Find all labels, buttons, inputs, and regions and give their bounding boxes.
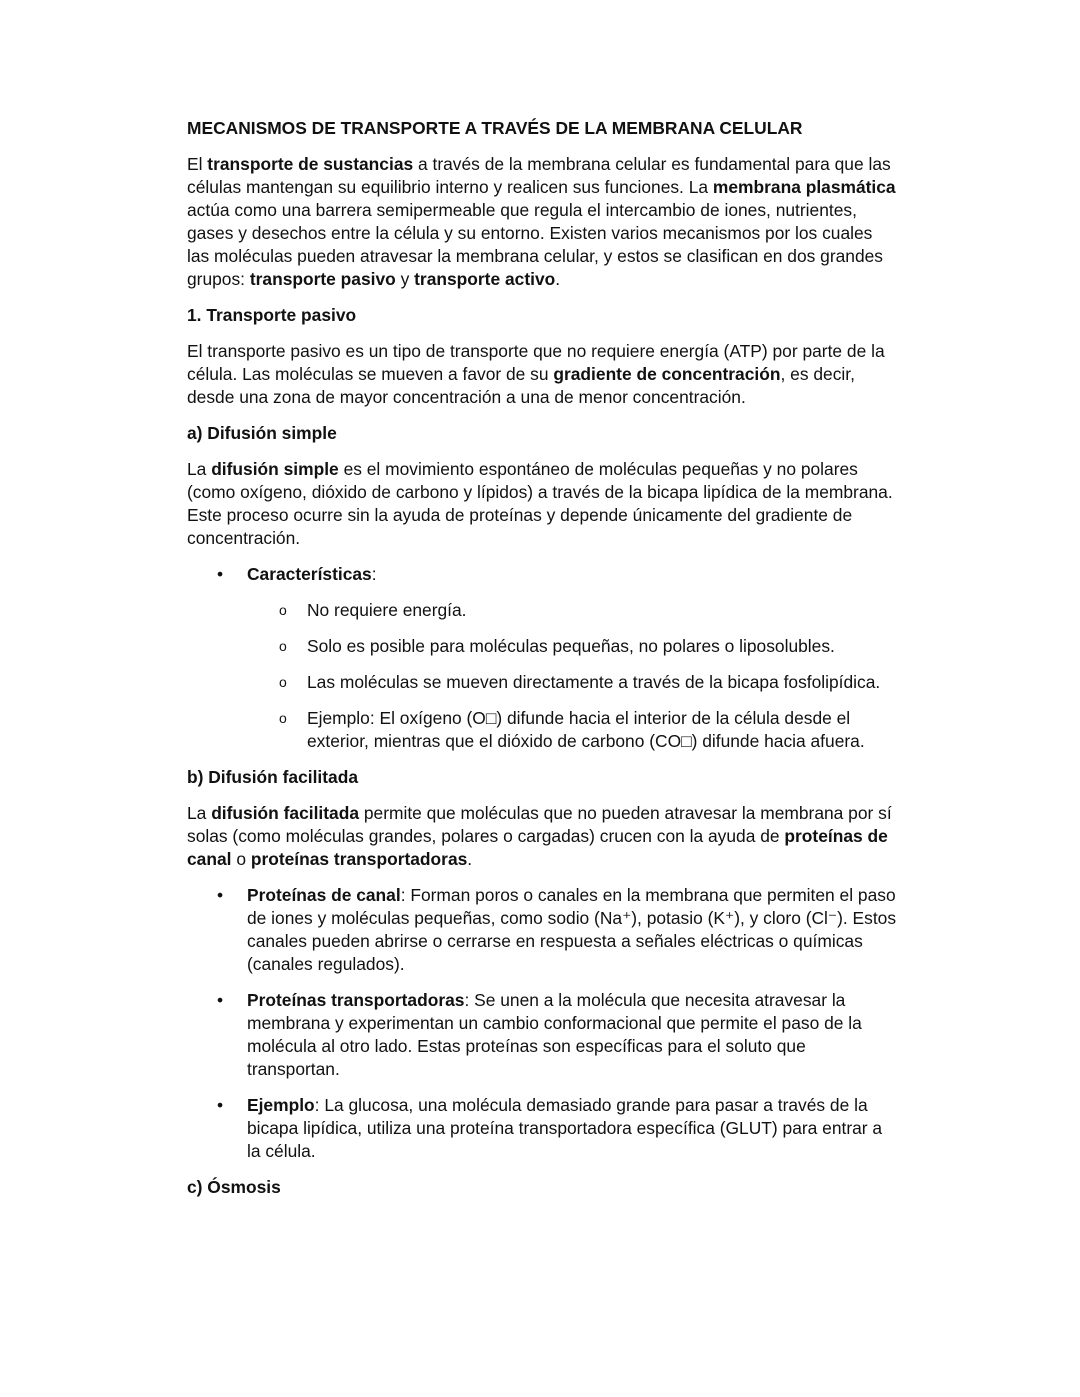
text: , es decir, desde una zona de mayor concentración a una de menor concentración. xyxy=(187,364,855,407)
text: : Se unen a la molécula que necesita atravesar la membrana y experimentan un cambio conformacional que permite el paso de la molécula al otro lado. Estas proteínas son específicas para el soluto que transportan. xyxy=(247,990,862,1079)
bold-text: Características xyxy=(247,564,372,584)
document-title: MECANISMOS DE TRANSPORTE A TRAVÉS DE LA MEMBRANA CELULAR xyxy=(187,118,803,138)
text: Solo es posible para moléculas pequeñas, no polares o liposolubles. xyxy=(307,636,835,656)
text: Ejemplo: El oxígeno (O□) difunde hacia el interior de la célula desde el exterior, mientras que el dióxido de carbono (CO□) difunde hacia afuera. xyxy=(307,708,865,751)
bold-text: 1. Transporte pasivo xyxy=(187,305,357,325)
bold-text: proteínas transportadoras xyxy=(250,849,468,869)
text: El xyxy=(187,154,208,174)
bold-text: transporte de sustancias xyxy=(207,154,414,174)
bold-text: difusión facilitada xyxy=(211,803,360,823)
sub-bullet-marker: o xyxy=(279,602,287,618)
bold-text: Ejemplo xyxy=(247,1095,315,1115)
text: : La glucosa, una molécula demasiado grande para pasar a través de la bicapa lipídica, utiliza una proteína transportadora específica (GLUT) para entrar a la célula. xyxy=(247,1095,883,1161)
text: : Forman poros o canales en la membrana que permiten el paso de iones y moléculas pequeñas, como sodio (Na⁺), potasio (K⁺), y cloro (Cl⁻). Estos canales pueden abrirse o cerrarse en respuesta a señales eléctricas o químicas (canales regulados). xyxy=(247,885,897,974)
text: El transporte pasivo es un tipo de transporte que no requiere energía (ATP) por parte de la célula. Las moléculas se mueven a favor de su xyxy=(187,341,885,384)
bold-text: transporte pasivo xyxy=(249,269,396,289)
text: No requiere energía. xyxy=(307,600,467,620)
paragraph xyxy=(187,153,899,291)
section-heading xyxy=(187,766,899,789)
bullet-marker: • xyxy=(217,990,224,1010)
sub-bullet-marker: o xyxy=(279,710,287,726)
bullet-item xyxy=(187,1094,899,1163)
sub-bullet-marker: o xyxy=(279,674,287,690)
document-body xyxy=(187,153,899,1199)
bold-text: c) Ósmosis xyxy=(187,1177,281,1197)
text: a través de la membrana celular es fundamental para que las células mantengan su equilibrio interno y realicen sus funciones. La xyxy=(187,154,891,197)
bold-text: gradiente de concentración xyxy=(553,364,781,384)
section-heading xyxy=(187,304,899,327)
sub-bullet-item xyxy=(187,707,899,753)
section-heading xyxy=(187,1176,899,1199)
text: : xyxy=(371,564,377,584)
paragraph xyxy=(187,340,899,409)
text: La xyxy=(187,803,212,823)
bullet-marker: • xyxy=(217,564,224,584)
bold-text: b) Difusión facilitada xyxy=(187,767,359,787)
text: La xyxy=(187,459,212,479)
bold-text: difusión simple xyxy=(211,459,339,479)
text: actúa como una barrera semipermeable que regula el intercambio de iones, nutrientes, gases y desechos entre la célula y su entorno. Existen varios mecanismos por los cuales las moléculas pueden atravesar la membrana celular, y estos se clasifican en dos grandes grupos: xyxy=(187,200,883,289)
bullet-item xyxy=(187,563,899,586)
sub-bullet-marker: o xyxy=(279,638,287,654)
paragraph xyxy=(187,458,899,550)
document-page xyxy=(187,117,899,1212)
bold-text: Proteínas transportadoras xyxy=(247,990,465,1010)
text: y xyxy=(395,269,415,289)
text: es el movimiento espontáneo de moléculas pequeñas y no polares (como oxígeno, dióxido de carbono y lípidos) a través de la bicapa lipídica de la membrana. Este proceso ocurre sin la ayuda de proteínas y depende únicamente del gradiente de concentración. xyxy=(187,459,893,548)
sub-bullet-item xyxy=(187,671,899,694)
bold-text: proteínas de canal xyxy=(187,826,888,869)
bold-text: Proteínas de canal xyxy=(247,885,401,905)
text: Las moléculas se mueven directamente a través de la bicapa fosfolipídica. xyxy=(307,672,881,692)
text: permite que moléculas que no pueden atravesar la membrana por sí solas (como moléculas grandes, polares o cargadas) crucen con la ayuda de xyxy=(187,803,892,846)
bullet-marker: • xyxy=(217,1095,224,1115)
bullet-item xyxy=(187,989,899,1081)
text: . xyxy=(467,849,473,869)
text: . xyxy=(555,269,561,289)
bullet-item xyxy=(187,884,899,976)
sub-bullet-item xyxy=(187,635,899,658)
bold-text: transporte activo xyxy=(414,269,556,289)
text: o xyxy=(231,849,251,869)
paragraph xyxy=(187,802,899,871)
bold-text: membrana plasmática xyxy=(712,177,896,197)
sub-bullet-item xyxy=(187,599,899,622)
bold-text: a) Difusión simple xyxy=(187,423,337,443)
section-heading xyxy=(187,422,899,445)
bullet-marker: • xyxy=(217,885,224,905)
